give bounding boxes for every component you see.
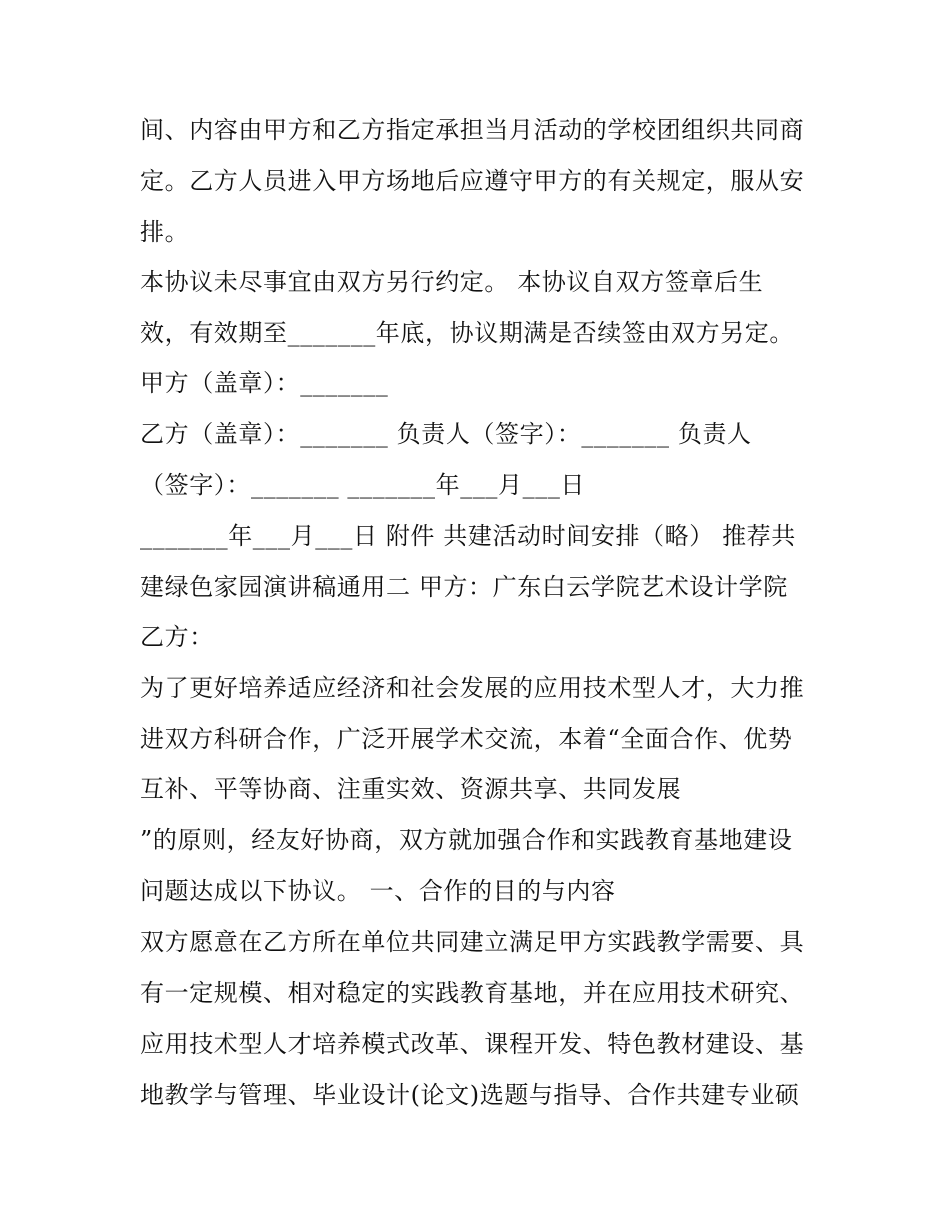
text-line: 间、内容由甲方和乙方指定承担当月活动的学校团组织共同商 [140,116,805,144]
text-line: 建绿色家园演讲稿通用二 甲方：广东白云学院艺术设计学院 [140,573,788,601]
text-line: 本协议未尽事宜由双方另行约定。 本协议自双方签章后生 [140,268,764,296]
section-heading-line: 问题达成以下协议。 一、合作的目的与内容 [140,877,616,905]
text-line: ”的原则，经友好协商，双方就加强合作和实践教育基地建设 [140,826,793,854]
text-line: 有一定规模、相对稳定的实践教育基地，并在应用技术研究、 [140,979,805,1007]
text-line: 效，有效期至_______年底，协议期满是否续签由双方另定。 [140,319,794,347]
text-line: 双方愿意在乙方所在单位共同建立满足甲方实践教学需要、具 [140,928,805,956]
text-line: 互补、平等协商、注重实效、资源共享、共同发展 [140,775,682,803]
text-line: 甲方（盖章）：_______ [140,369,389,397]
text-line: 乙方（盖章）：_______ 负责人（签字）：_______ 负责人 [140,420,752,448]
text-line: 乙方： [140,623,214,651]
text-line: （签字）：_______ _______年___月___日 [140,471,586,499]
text-line: 地教学与管理、毕业设计(论文)选题与指导、合作共建专业硕 [140,1081,800,1109]
text-line: 为了更好培养适应经济和社会发展的应用技术型人才，大力推 [140,674,805,702]
text-line: 应用技术型人才培养模式改革、课程开发、特色教材建设、基 [140,1030,805,1058]
text-line: 进双方科研合作，广泛开展学术交流，本着“全面合作、优势 [140,725,793,753]
text-line: 排。 [140,218,190,246]
text-line: 定。乙方人员进入甲方场地后应遵守甲方的有关规定，服从安 [140,167,805,195]
text-line: _______年___月___日 附件 共建活动时间安排（略） 推荐共 [140,522,796,550]
